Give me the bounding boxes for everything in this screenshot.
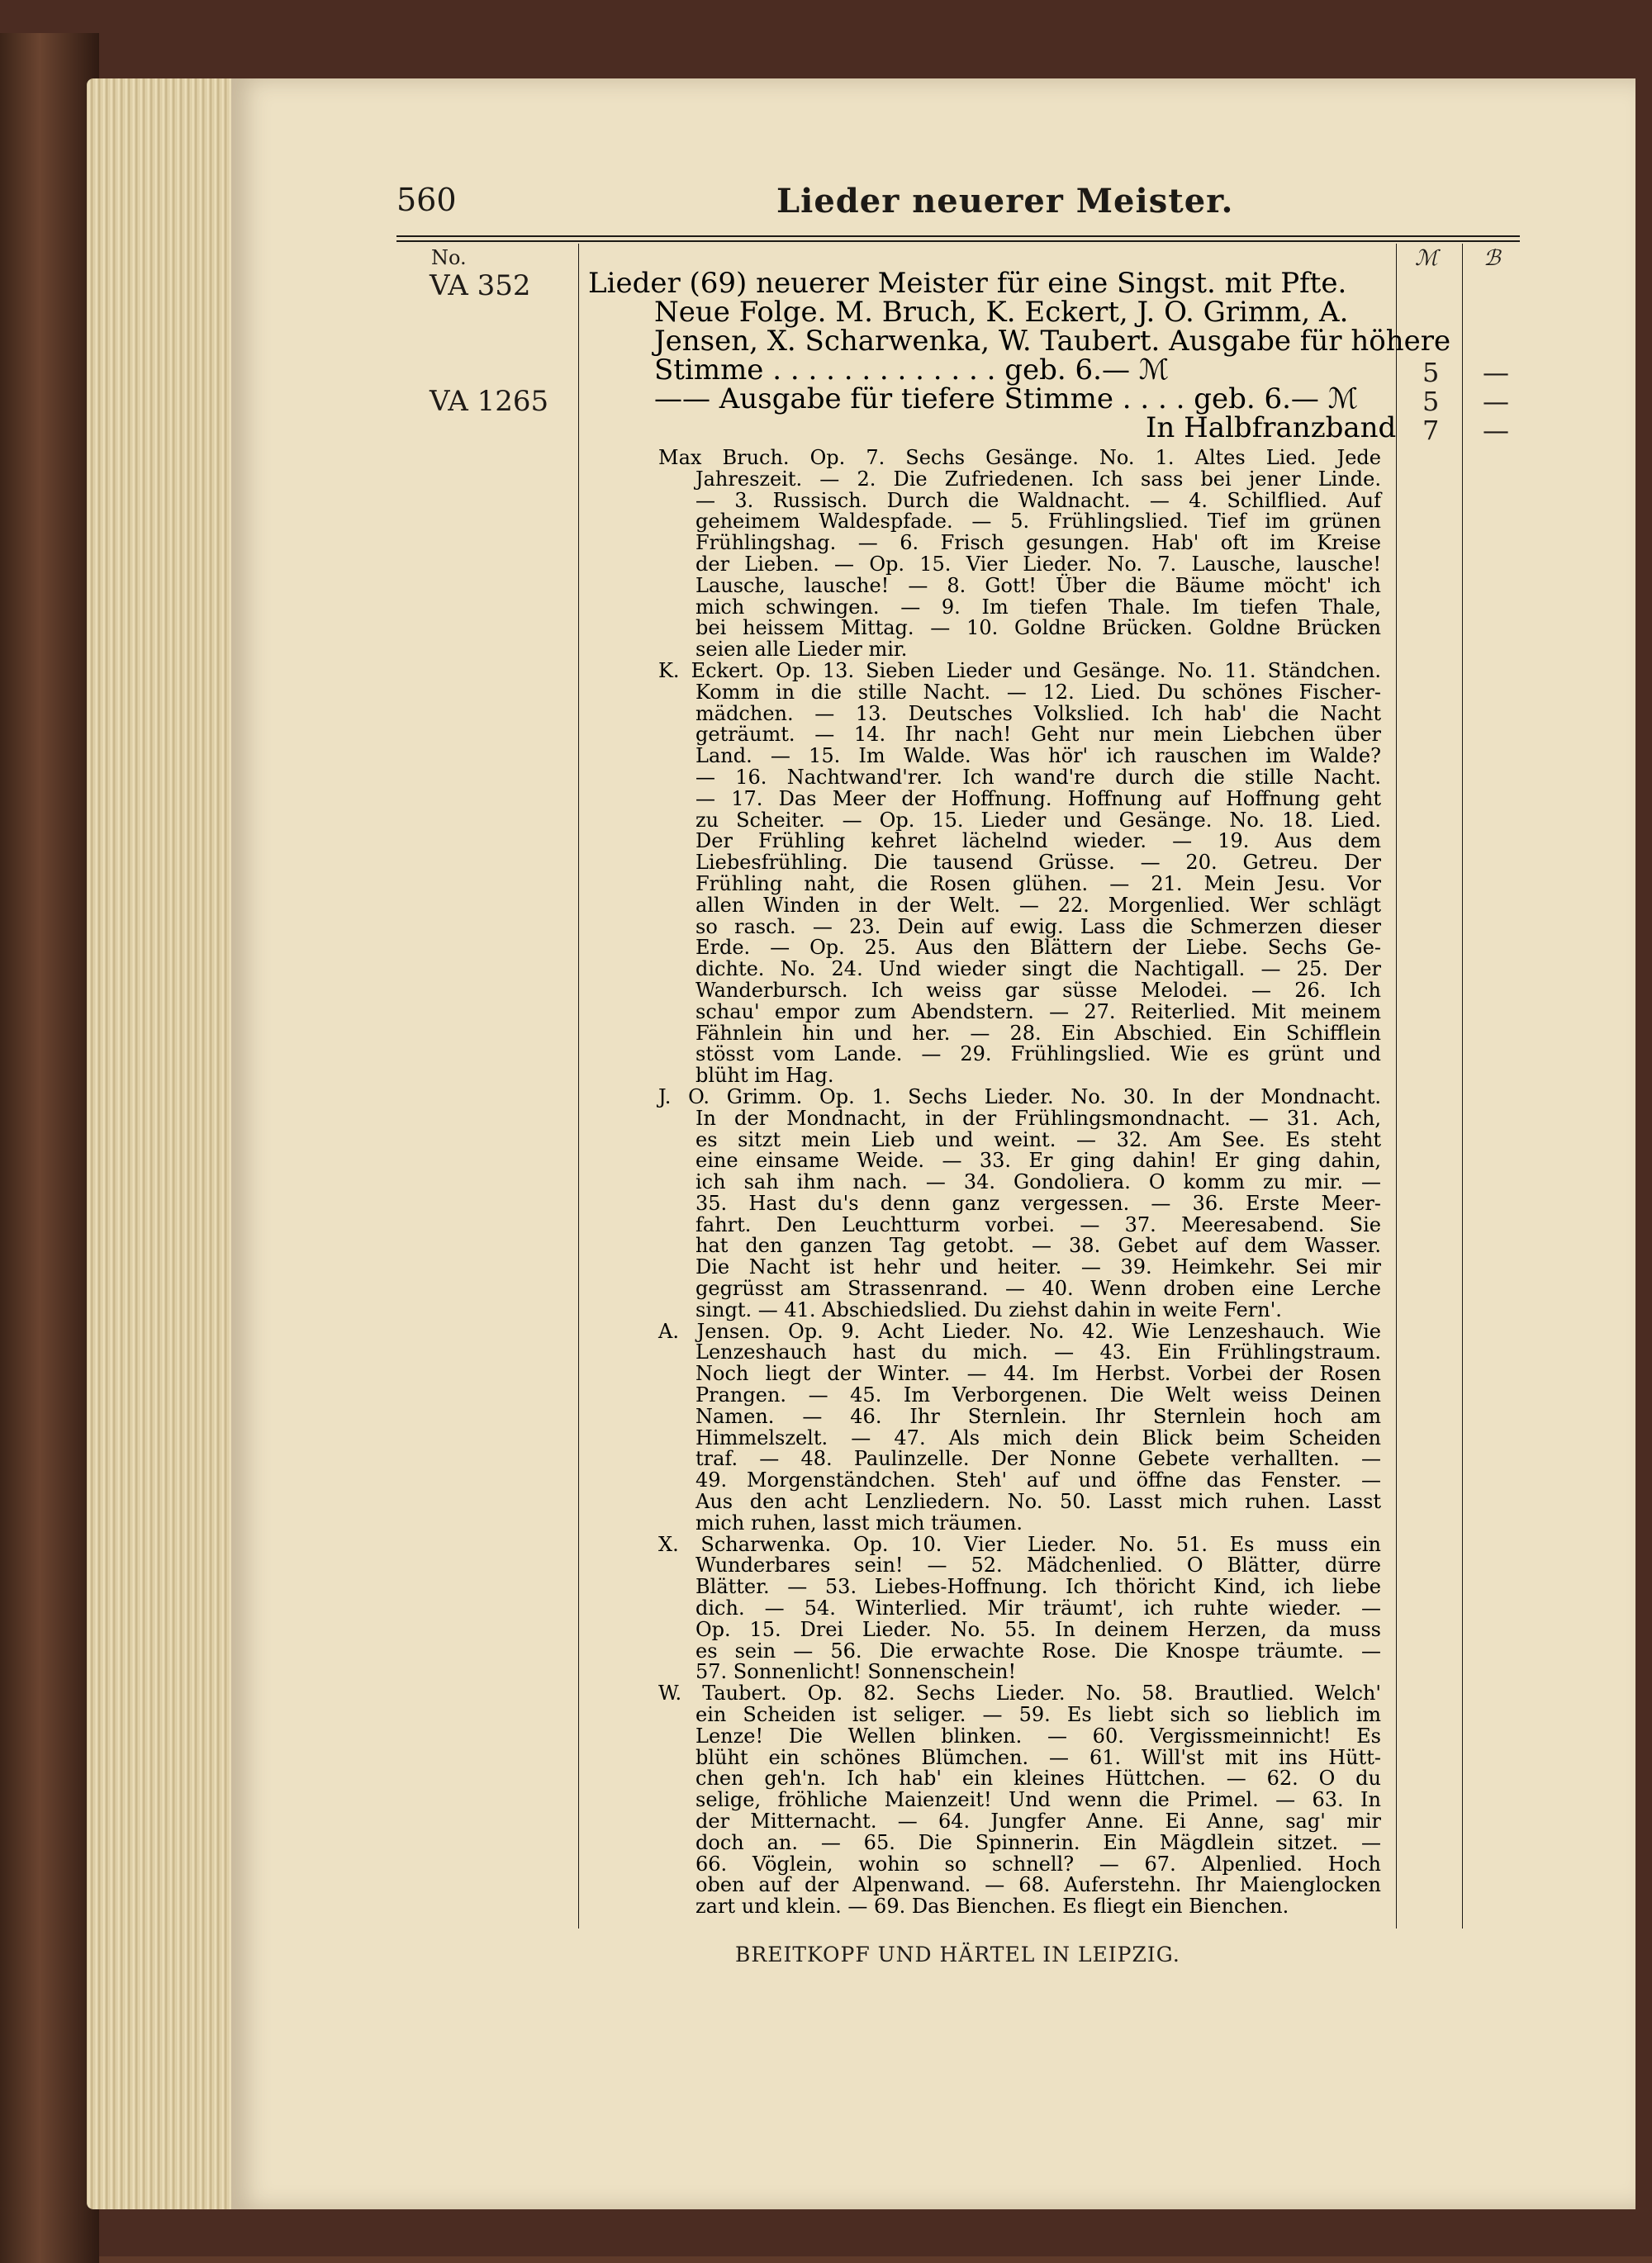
- contents-line: Frühlingshag. — 6. Frisch gesungen. Hab' oft im Kreise: [695, 531, 1381, 555]
- contents-line: Liebesfrühling. Die tausend Grüsse. — 20. Getreu. Der: [695, 851, 1381, 875]
- running-head: Lieder neuerer Meister.: [776, 182, 1234, 221]
- contents-line: eine einsame Weide. — 33. Er ging dahin! Er ging dahin,: [695, 1149, 1381, 1173]
- contents-line: oben auf der Alpenwand. — 68. Auferstehn. Ihr Maienglocken: [695, 1873, 1381, 1897]
- contents-line: allen Winden in der Welt. — 22. Morgenlied. Wer schlägt: [695, 893, 1381, 917]
- contents-line: Lausche, lausche! — 8. Gott! Über die Bäume möcht' ich: [695, 573, 1381, 597]
- contents-line: geheimem Waldespfade. — 5. Frühlingslied. Tief im grünen: [695, 510, 1381, 534]
- contents-line: Blätter. — 53. Liebes-Hoffnung. Ich thöricht Kind, ich liebe: [695, 1575, 1381, 1599]
- contents-line: Namen. — 46. Ihr Sternlein. Ihr Sternlein hoch am: [695, 1404, 1381, 1428]
- contents-line: — 16. Nachtwand'rer. Ich wand're durch die stille Nacht.: [695, 765, 1381, 789]
- contents-line: geträumt. — 14. Ihr nach! Geht nur mein Liebchen über: [695, 723, 1381, 747]
- contents-line: 35. Hast du's denn ganz vergessen. — 36. Erste Meer-: [695, 1191, 1381, 1215]
- contents-line: ein Scheiden ist seliger. — 59. Es liebt sich so lieblich im: [695, 1703, 1381, 1727]
- price-mark: 5: [1422, 386, 1440, 417]
- contents-line: Frühling naht, die Rosen glühen. — 21. Mein Jesu. Vor: [695, 871, 1381, 895]
- contents-line: gegrüsst am Strassenrand. — 40. Wenn droben eine Lerche: [695, 1277, 1381, 1301]
- composer-line: W. Taubert. Op. 82. Sechs Lieder. No. 58. Brautlied. Welch': [658, 1682, 1381, 1706]
- price-mark: 5: [1422, 357, 1440, 388]
- contents-line: Land. — 15. Im Walde. Was hör' ich rauschen im Walde?: [695, 744, 1381, 768]
- contents-line: Himmelszelt. — 47. Als mich dein Blick beim Scheiden: [695, 1426, 1381, 1449]
- contents-line: stösst vom Lande. — 29. Frühlingslied. Wie es grünt und: [695, 1042, 1381, 1066]
- page-header: [396, 182, 1520, 231]
- page-number: 560: [396, 182, 457, 218]
- contents-line: 57. Sonnenlicht! Sonnenschein!: [695, 1660, 1017, 1684]
- title-line: In Halbfranzband: [1146, 411, 1397, 444]
- contents-line: Aus den acht Lenzliedern. No. 50. Lasst mich ruhen. Lasst: [695, 1490, 1381, 1514]
- catalog-number: VA 1265: [430, 385, 549, 418]
- contents-line: dichte. No. 24. Und wieder singt die Nachtigall. — 25. Der: [695, 957, 1381, 981]
- composer-line: A. Jensen. Op. 9. Acht Lieder. No. 42. Wie Lenzeshauch. Wie: [658, 1319, 1381, 1343]
- contents-line: — 3. Russisch. Durch die Waldnacht. — 4. Schilflied. Auf: [695, 488, 1381, 512]
- contents-line: traf. — 48. Paulinzelle. Der Nonne Gebete verhallten. —: [695, 1447, 1381, 1471]
- contents-line: schau' empor zum Abendstern. — 27. Reiterlied. Mit meinem: [695, 999, 1381, 1023]
- contents-line: Noch liegt der Winter. — 44. Im Herbst. Vorbei der Rosen: [695, 1362, 1381, 1386]
- contents-line: singt. — 41. Abschiedslied. Du ziehst dahin in weite Fern'.: [695, 1298, 1282, 1321]
- column-rule-pf: [1462, 244, 1463, 1929]
- contents-line: mich schwingen. — 9. Im tiefen Thale. Im tiefen Thale,: [695, 595, 1381, 619]
- contents-line: es sitzt mein Lieb und weint. — 32. Am See. Es steht: [695, 1127, 1381, 1151]
- song-contents: [658, 446, 1381, 1919]
- contents-line: — 17. Das Meer der Hoffnung. Hoffnung auf Hoffnung geht: [695, 786, 1381, 810]
- title-line: Stimme . . . . . . . . . . . . . geb. 6.— ℳ: [654, 353, 1170, 387]
- composer-line: K. Eckert. Op. 13. Sieben Lieder und Gesänge. No. 11. Ständchen.: [658, 658, 1381, 682]
- composer-line: Max Bruch. Op. 7. Sechs Gesänge. No. 1. Altes Lied. Jede: [658, 446, 1381, 469]
- catalog-number: VA 352: [430, 269, 531, 302]
- contents-line: Fähnlein hin und her. — 28. Ein Abschied. Ein Schifflein: [695, 1021, 1381, 1045]
- contents-line: bei heissem Mittag. — 10. Goldne Brücken. Goldne Brücken: [695, 616, 1381, 640]
- contents-line: mich ruhen, lasst mich träumen.: [695, 1511, 1023, 1535]
- col-pf-label: ℬ: [1483, 246, 1501, 271]
- contents-line: Die Nacht ist hehr und heiter. — 39. Heimkehr. Sei mir: [695, 1255, 1381, 1279]
- contents-line: hat den ganzen Tag getobt. — 38. Gebet auf dem Wasser.: [695, 1234, 1381, 1258]
- col-mark-label: ℳ: [1415, 246, 1438, 271]
- price-pf: —: [1483, 386, 1509, 417]
- col-no-label: No.: [431, 246, 467, 269]
- contents-line: ich sah ihm nach. — 34. Gondoliera. O komm zu mir. —: [695, 1170, 1381, 1194]
- contents-line: blüht ein schönes Blümchen. — 61. Will'st mit ins Hütt-: [695, 1745, 1381, 1769]
- book-spine: [0, 33, 99, 2263]
- page-edges: [87, 78, 240, 2209]
- contents-line: 49. Morgenständchen. Steh' auf und öffne das Fenster. —: [695, 1468, 1381, 1492]
- contents-line: Wanderbursch. Ich weiss gar süsse Melodei. — 26. Ich: [695, 978, 1381, 1002]
- contents-line: Lenze! Die Wellen blinken. — 60. Vergissmeinnicht! Es: [695, 1724, 1381, 1748]
- title-line: Neue Folge. M. Bruch, K. Eckert, J. O. Grimm, A.: [654, 296, 1349, 329]
- contents-line: chen geh'n. Ich hab' ein kleines Hüttchen. — 62. O du: [695, 1767, 1381, 1791]
- price-mark: 7: [1422, 415, 1440, 446]
- contents-line: Komm in die stille Nacht. — 12. Lied. Du schönes Fischer-: [695, 680, 1381, 704]
- composer-line: J. O. Grimm. Op. 1. Sechs Lieder. No. 30. In der Mondnacht.: [658, 1084, 1381, 1108]
- contents-line: In der Mondnacht, in der Frühlingsmondnacht. — 31. Ach,: [695, 1106, 1381, 1130]
- contents-line: fahrt. Den Leuchtturm vorbei. — 37. Meeresabend. Sie: [695, 1212, 1381, 1236]
- header-rule-bottom: [396, 240, 1520, 242]
- composer-line: X. Scharwenka. Op. 10. Vier Lieder. No. 51. Es muss ein: [658, 1532, 1381, 1556]
- contents-line: selige, fröhliche Maienzeit! Und wenn die Primel. — 63. In: [695, 1788, 1381, 1812]
- contents-line: 66. Vöglein, wohin so schnell? — 67. Alpenlied. Hoch: [695, 1852, 1381, 1876]
- contents-line: zu Scheiter. — Op. 15. Lieder und Gesänge. No. 18. Lied.: [695, 808, 1381, 832]
- column-rule-mark: [1396, 244, 1397, 1929]
- price-pf: —: [1483, 357, 1509, 388]
- contents-line: zart und klein. — 69. Das Bienchen. Es fliegt ein Bienchen.: [695, 1895, 1289, 1919]
- contents-line: Jahreszeit. — 2. Die Zufriedenen. Ich sass bei jener Linde.: [695, 467, 1381, 491]
- title-line: Lieder (69) neuerer Meister für eine Singst. mit Pfte.: [588, 267, 1347, 300]
- price-pf: —: [1483, 415, 1509, 446]
- title-line: Jensen, X. Scharwenka, W. Taubert. Ausgabe für höhere: [654, 325, 1451, 358]
- contents-line: Prangen. — 45. Im Verborgenen. Die Welt weiss Deinen: [695, 1383, 1381, 1407]
- publisher-footer: BREITKOPF UND HÄRTEL IN LEIPZIG.: [735, 1943, 1180, 1966]
- contents-line: Wunderbares sein! — 52. Mädchenlied. O Blätter, dürre: [695, 1554, 1381, 1577]
- contents-line: seien alle Lieder mir.: [695, 638, 908, 662]
- contents-line: doch an. — 65. Die Spinnerin. Ein Mägdlein sitzet. —: [695, 1830, 1381, 1854]
- contents-line: Der Frühling kehret lächelnd wieder. — 19. Aus dem: [695, 829, 1381, 853]
- contents-line: Lenzeshauch hast du mich. — 43. Ein Frühlingstraum.: [695, 1340, 1381, 1364]
- contents-line: blüht im Hag.: [695, 1064, 834, 1088]
- contents-line: der Lieben. — Op. 15. Vier Lieder. No. 7. Lausche, lausche!: [695, 552, 1381, 576]
- header-rule-top: [396, 235, 1520, 237]
- contents-line: Erde. — Op. 25. Aus den Blättern der Liebe. Sechs Ge-: [695, 936, 1381, 960]
- column-rule-number: [578, 244, 579, 1929]
- contents-line: Op. 15. Drei Lieder. No. 55. In deinem Herzen, da muss: [695, 1617, 1381, 1641]
- title-line: —— Ausgabe für tiefere Stimme . . . . geb. 6.— ℳ: [654, 382, 1359, 415]
- contents-line: mädchen. — 13. Deutsches Volkslied. Ich hab' die Nacht: [695, 701, 1381, 725]
- contents-line: so rasch. — 23. Dein auf ewig. Lass die Schmerzen dieser: [695, 914, 1381, 938]
- contents-line: dich. — 54. Winterlied. Mir träumt', ich ruhte wieder. —: [695, 1596, 1381, 1620]
- contents-line: es sein — 56. Die erwachte Rose. Die Knospe träumte. —: [695, 1639, 1381, 1663]
- contents-line: der Mitternacht. — 64. Jungfer Anne. Ei Anne, sag' mir: [695, 1810, 1381, 1833]
